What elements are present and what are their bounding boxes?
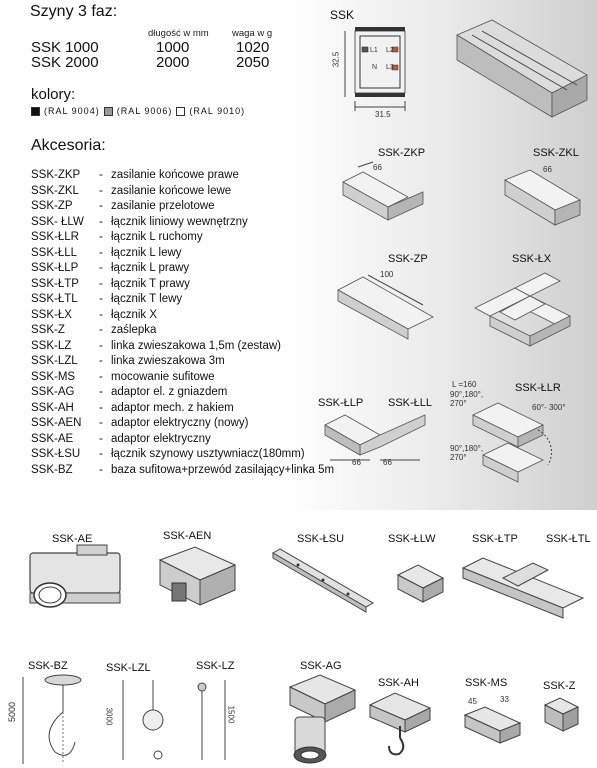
list-item: SSK-ŁLP - łącznik L prawy bbox=[31, 261, 334, 277]
item-desc: zasilanie przelotowe bbox=[111, 200, 215, 212]
list-item: SSK-Z - zaślepka bbox=[31, 323, 334, 339]
list-item: SSK-AG - adaptor el. z gniazdem bbox=[31, 385, 334, 401]
lx-image bbox=[470, 268, 590, 353]
list-item: SSK-ZP - zasilanie przelotowe bbox=[31, 199, 334, 215]
colors-title: kolory: bbox=[31, 86, 76, 103]
item-desc: adaptor elektryczny bbox=[111, 432, 211, 445]
lx-label: SSK-ŁX bbox=[512, 253, 552, 265]
z-label: SSK-Z bbox=[543, 680, 576, 692]
llr-angles-b: 90°,180°, bbox=[450, 444, 484, 453]
color-swatch-black bbox=[31, 107, 40, 116]
ssk-l1-label: L1 bbox=[370, 47, 378, 54]
accessories-list bbox=[31, 168, 334, 478]
lsu-image bbox=[268, 545, 378, 615]
item-code: SSK-ŁLP bbox=[31, 262, 79, 274]
bz-dim: 5000 bbox=[7, 701, 18, 723]
item-code: SSK-ŁTL bbox=[31, 293, 78, 305]
item-desc: łącznik T lewy bbox=[111, 293, 183, 305]
item-code: SSK-BZ bbox=[31, 463, 73, 476]
item-desc: zasilanie końcowe lewe bbox=[111, 184, 232, 197]
item-code: SSK-AEN bbox=[31, 417, 82, 429]
item-desc: łącznik L prawy bbox=[111, 262, 190, 274]
color-swatch-white bbox=[176, 107, 185, 116]
ssk-profile-drawing bbox=[330, 25, 420, 120]
ae-image bbox=[22, 545, 132, 617]
zkp-image bbox=[338, 162, 428, 222]
list-item: SSK-ŁX - łącznik X bbox=[31, 308, 334, 324]
list-item: SSK-AEN - adaptor elektryczny (nowy) bbox=[31, 416, 334, 432]
list-item: SSK-ŁTL - łącznik T lewy bbox=[31, 292, 334, 308]
item-code: SSK-ŁLL bbox=[31, 246, 78, 259]
item-desc: łącznik L ruchomy bbox=[111, 231, 203, 243]
col-length-header: długość w mm bbox=[148, 28, 209, 39]
item-code: SSK-AH bbox=[31, 401, 74, 414]
item-desc: linka zwieszakowa 3m bbox=[111, 355, 225, 367]
rail-length: 2000 bbox=[156, 54, 190, 71]
bz-label: SSK-BZ bbox=[28, 660, 68, 672]
zkp-label: SSK-ZKP bbox=[378, 147, 426, 159]
zp-image bbox=[333, 265, 438, 340]
ssk-l3-label: L3 bbox=[386, 64, 394, 71]
zkp-dim: 66 bbox=[373, 163, 382, 172]
llp-dim-b: 66 bbox=[383, 458, 392, 467]
list-item: SSK- ŁLW - łącznik liniowy wewnętrzny bbox=[31, 215, 334, 231]
item-code: SSK-ZKL bbox=[31, 184, 79, 197]
lzl-image bbox=[118, 675, 178, 765]
list-item: SSK-ŁLR - łącznik L ruchomy bbox=[31, 230, 334, 246]
rail-length: 1000 bbox=[156, 39, 190, 56]
list-item: SSK-ŁSU - łącznik szynowy usztywniacz(180mm) bbox=[31, 447, 334, 463]
zkl-image bbox=[500, 165, 590, 230]
item-desc: łącznik liniowy wewnętrzny bbox=[111, 215, 248, 228]
rail-weight: 1020 bbox=[236, 39, 270, 56]
list-item: SSK-ZKP - zasilanie końcowe prawe bbox=[31, 168, 334, 184]
ag-label: SSK-AG bbox=[300, 660, 342, 672]
zp-dim: 100 bbox=[380, 270, 394, 279]
llr-angles-a2: 270° bbox=[450, 399, 467, 408]
color-label: (RAL 9004) bbox=[44, 106, 100, 116]
aen-image bbox=[150, 545, 245, 615]
item-code: SSK-LZL bbox=[31, 355, 78, 367]
llr-range: 60°- 300° bbox=[532, 403, 566, 412]
ms-label: SSK-MS bbox=[465, 677, 508, 689]
item-code: SSK-ŁX bbox=[31, 308, 72, 321]
list-item: SSK-ŁTP - łącznik T prawy bbox=[31, 277, 334, 293]
item-code: SSK-ZP bbox=[31, 200, 73, 212]
color-swatches bbox=[31, 106, 245, 116]
list-item: SSK-AH - adaptor mech. z hakiem bbox=[31, 401, 334, 417]
item-desc: łącznik L lewy bbox=[111, 246, 182, 259]
rail-code: SSK 2000 bbox=[31, 54, 99, 71]
item-code: SSK-ŁLR bbox=[31, 231, 79, 243]
item-desc: łącznik X bbox=[111, 308, 158, 321]
aen-label: SSK-AEN bbox=[163, 530, 212, 542]
item-desc: adaptor mech. z hakiem bbox=[111, 401, 234, 414]
list-item: SSK-AE - adaptor elektryczny bbox=[31, 432, 334, 448]
lz-image bbox=[190, 675, 235, 765]
ssk-rail-3d-image bbox=[452, 15, 592, 125]
list-item: SSK-BZ - baza sufitowa+przewód zasilający+linka 5m bbox=[31, 463, 334, 479]
item-desc: łącznik szynowy usztywniacz(180mm) bbox=[111, 448, 305, 460]
ms-dim-a: 45 bbox=[468, 697, 477, 706]
zp-label: SSK-ZP bbox=[388, 253, 428, 265]
color-label: (RAL 9010) bbox=[189, 106, 246, 116]
item-desc: zasilanie końcowe prawe bbox=[111, 169, 239, 181]
ah-image bbox=[365, 690, 435, 760]
item-desc: baza sufitowa+przewód zasilający+linka 5m bbox=[111, 463, 335, 476]
item-code: SSK-Z bbox=[31, 324, 65, 336]
ltl-label: SSK-ŁTL bbox=[546, 533, 591, 545]
ag-image bbox=[280, 672, 360, 768]
ssk-label: SSK bbox=[330, 8, 355, 22]
ssk-n-label: N bbox=[372, 64, 378, 71]
lz-label: SSK-LZ bbox=[196, 660, 235, 672]
lll-label: SSK-ŁLL bbox=[388, 397, 433, 409]
ae-label: SSK-AE bbox=[52, 533, 93, 545]
col-weight-header: waga w g bbox=[232, 28, 273, 39]
item-desc: zaślepka bbox=[111, 324, 157, 336]
zkl-dim: 66 bbox=[543, 165, 552, 174]
lz-dim: 1500 bbox=[226, 705, 236, 724]
accessories-title: Akcesoria: bbox=[31, 137, 106, 154]
llw-image bbox=[393, 560, 448, 610]
llr-label: SSK-ŁLR bbox=[515, 382, 561, 394]
llr-angles-a: 90°,180°, bbox=[450, 390, 484, 399]
ms-image bbox=[460, 705, 525, 750]
color-label: (RAL 9006) bbox=[116, 106, 173, 116]
lsu-label: SSK-ŁSU bbox=[297, 533, 345, 545]
item-code: SSK-LZ bbox=[31, 339, 72, 352]
item-desc: linka zwieszakowa 1,5m (zestaw) bbox=[111, 339, 282, 352]
rail-code: SSK 1000 bbox=[31, 39, 99, 56]
item-code: SSK- ŁLW bbox=[31, 215, 84, 228]
llw-label: SSK-ŁLW bbox=[388, 533, 436, 545]
ms-dim-b: 33 bbox=[500, 695, 509, 704]
llp-label: SSK-ŁLP bbox=[318, 397, 364, 409]
rails-title: Szyny 3 faz: bbox=[30, 3, 118, 20]
lzl-dim: 3000 bbox=[104, 707, 114, 726]
item-desc: adaptor elektryczny (nowy) bbox=[111, 417, 249, 429]
item-code: SSK-MS bbox=[31, 370, 76, 383]
item-code: SSK-AE bbox=[31, 432, 74, 445]
item-desc: mocowanie sufitowe bbox=[111, 370, 215, 383]
rail-weight: 2050 bbox=[236, 54, 270, 71]
color-swatch-gray bbox=[104, 107, 113, 116]
bz-image bbox=[15, 672, 95, 768]
list-item: SSK-LZL - linka zwieszakowa 3m bbox=[31, 354, 334, 370]
ssk-dim-height: 32.5 bbox=[331, 51, 341, 68]
lzl-label: SSK-LZL bbox=[106, 662, 151, 674]
z-image bbox=[540, 695, 585, 740]
item-desc: adaptor el. z gniazdem bbox=[111, 386, 228, 398]
ltp-ltl-image bbox=[458, 548, 593, 623]
llr-image bbox=[468, 395, 578, 485]
llp-dim-a: 66 bbox=[352, 458, 361, 467]
llr-angles-b2: 270° bbox=[450, 453, 467, 462]
list-item: SSK-ZKL - zasilanie końcowe lewe bbox=[31, 184, 334, 200]
ssk-l2-label: L2 bbox=[386, 47, 394, 54]
item-code: SSK-ŁSU bbox=[31, 448, 81, 460]
list-item: SSK-LZ - linka zwieszakowa 1,5m (zestaw) bbox=[31, 339, 334, 355]
ah-label: SSK-AH bbox=[378, 677, 419, 689]
list-item: SSK-MS - mocowanie sufitowe bbox=[31, 370, 334, 386]
zkl-label: SSK-ZKL bbox=[533, 147, 579, 159]
item-code: SSK-AG bbox=[31, 386, 75, 398]
llp-lll-image bbox=[320, 410, 435, 470]
item-code: SSK-ŁTP bbox=[31, 277, 79, 290]
item-desc: łącznik T prawy bbox=[111, 277, 190, 290]
llr-length: L =160 bbox=[452, 380, 477, 389]
ssk-dim-width: 31.5 bbox=[375, 110, 391, 119]
item-code: SSK-ZKP bbox=[31, 169, 81, 181]
list-item: SSK-ŁLL - łącznik L lewy bbox=[31, 246, 334, 262]
ltp-label: SSK-ŁTP bbox=[472, 533, 518, 545]
